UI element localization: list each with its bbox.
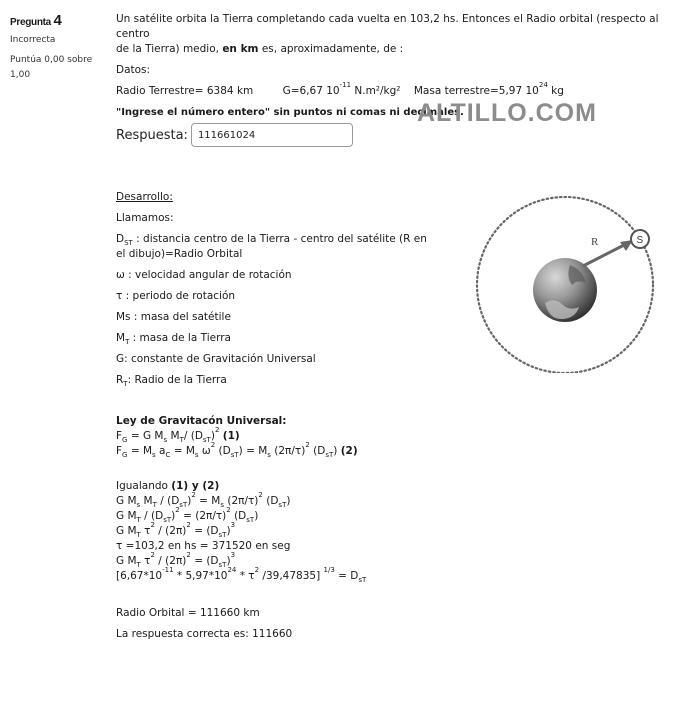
earth-icon [533, 258, 597, 322]
correct-answer: La respuesta correcta es: 111660 [116, 628, 293, 640]
answer-input[interactable] [191, 123, 353, 147]
instruction: "Ingrese el número entero" sin puntos ni comas ni decimales. [116, 107, 464, 118]
def-mt: $M_T$ : masa de la Tierra [116, 332, 231, 346]
llamamos: Llamamos: [116, 212, 174, 224]
step-4: G $M_T$ $\tau^2 / (2\pi)^2 = (D_{sT})^3$ [116, 551, 236, 569]
equation-1: $F_G = G$ $M_s$ $M_T/$ $(D_{sT})^2$ (1) [116, 426, 240, 444]
def-g: G: constante de Gravitación Universal [116, 353, 316, 365]
step-1: G $M_s$ $M_T / (D_{sT})^2 = M_s$ $(2\pi/\tau)^2$ $(D_{sT})$ [116, 491, 291, 509]
igualando: Igualando (1) y (2) [116, 480, 220, 492]
tau-value: τ =103,2 en hs = 371520 en seg [116, 540, 291, 552]
step-3: G $M_T$ $\tau^2 / (2\pi)^2 = (D_{sT})^3$ [116, 521, 236, 539]
development-title: Desarrollo: [116, 191, 173, 203]
question-statement: Un satélite orbita la Tierra completando cada vuelta en 103,2 hs. Entonces el Radio orbital (respecto al centro de la Tierra) medio, en km es, aproximadamente, de : [116, 13, 659, 55]
step-5: [$6,67*10^{-11} * 5,97*10^{24} * \tau^2$ /39,47835] $^{1/3} = D_{sT}$ [116, 566, 367, 584]
step-2: G $M_T / (D_{sT})^2 = (2\pi/\tau)^2$ $(D_{sT})$ [116, 506, 259, 524]
development [116, 190, 436, 648]
def-rt: $R_T$: Radio de la Tierra [116, 374, 227, 388]
question-state: Incorrecta [10, 35, 56, 45]
watermark: ALTILLO.COM [417, 99, 597, 127]
def-omega: ω : velocidad angular de rotación [116, 269, 292, 281]
datos-label: Datos: [116, 64, 151, 76]
question-grade: Puntúa 0,00 sobre 1,00 [10, 55, 93, 80]
datos-values: Radio Terrestre= 6384 km G=6,67 $10^{-11}$ N.m²/kg² Masa terrestre=5,97 $10^{24}$ kg [116, 81, 564, 97]
law-title: Ley de Gravitacón Universal: [116, 415, 287, 427]
orbit-diagram [470, 193, 660, 373]
question-number: Pregunta 4 [10, 12, 62, 29]
radius-label: R [591, 236, 599, 248]
equation-2: $F_G = M_s$ $a_C = M_s$ $\omega^2$ $(D_{sT}) = M_s$ $(2\pi/\tau)^2$ $(D_{sT})$ (2) [116, 441, 358, 459]
radio-orbital-result: Radio Orbital = 111660 km [116, 607, 260, 619]
answer-label: Respuesta: [116, 127, 188, 143]
def-tau: τ : periodo de rotación [116, 290, 236, 302]
satellite-label: S [636, 235, 644, 246]
answer-row [116, 123, 353, 147]
def-dst: $D_{ST}$ : distancia centro de la Tierra - centro del satélite (R en el dibujo)=Radio Orbital [116, 233, 427, 260]
question-info [10, 12, 105, 83]
def-ms: Ms : masa del satétile [116, 311, 231, 323]
